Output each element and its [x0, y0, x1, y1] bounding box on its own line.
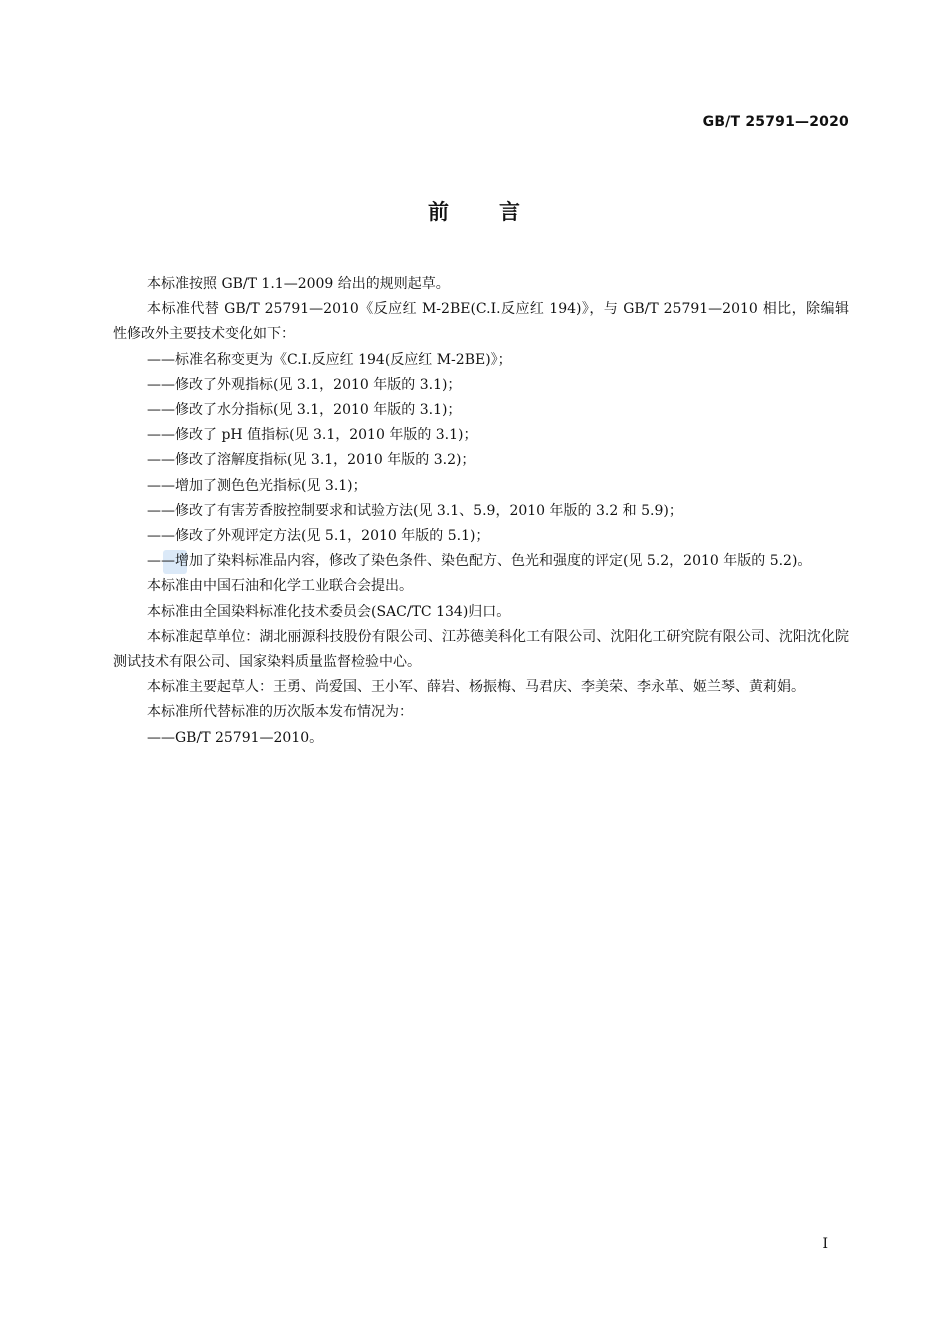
- change-item: ——修改了外观指标(见 3.1，2010 年版的 3.1)；: [147, 376, 462, 393]
- paragraph: 本标准代替 GB/T 25791—2010《反应红 M-2BE(C.I.反应红 194)》，与 GB/T 25791—2010 相比，除编辑性修改外主要技术变化如下：: [113, 301, 849, 343]
- change-item: ——修改了 pH 值指标(见 3.1，2010 年版的 3.1)；: [147, 427, 478, 444]
- page-title: [0, 196, 950, 226]
- paragraph: 本标准由全国染料标准化技术委员会(SAC/TC 134)归口。: [147, 603, 511, 620]
- change-item: ——修改了外观评定方法(见 5.1，2010 年版的 5.1)；: [147, 528, 490, 545]
- foreword-body: [113, 272, 849, 751]
- title-char-2: 言: [499, 200, 522, 224]
- change-item: ——标准名称变更为《C.I.反应红 194(反应红 M-2BE)》；: [147, 351, 512, 368]
- paragraph: 本标准起草单位：湖北丽源科技股份有限公司、江苏德美科化工有限公司、沈阳化工研究院有限公司、沈阳沈化院测试技术有限公司、国家染料质量监督检验中心。: [113, 628, 849, 671]
- title-char-1: 前: [428, 200, 451, 224]
- change-item: ——修改了水分指标(见 3.1，2010 年版的 3.1)；: [147, 402, 462, 419]
- change-item: ——增加了测色色光指标(见 3.1)；: [147, 477, 367, 494]
- paragraph: 本标准所代替标准的历次版本发布情况为：: [147, 704, 413, 721]
- page-number: I: [822, 1236, 828, 1252]
- history-item: ——GB/T 25791—2010。: [147, 729, 324, 746]
- change-item: ——修改了溶解度指标(见 3.1，2010 年版的 3.2)；: [147, 452, 476, 469]
- paragraph: 本标准由中国石油和化学工业联合会提出。: [147, 578, 413, 595]
- change-item: ——增加了染料标准品内容，修改了染色条件、染色配方、色光和强度的评定(见 5.2，2010 年版的 5.2)。: [147, 553, 812, 570]
- change-item: ——修改了有害芳香胺控制要求和试验方法(见 3.1、5.9，2010 年版的 3.2 和 5.9)；: [147, 502, 683, 519]
- paragraph: 本标准按照 GB/T 1.1—2009 给出的规则起草。: [147, 276, 450, 292]
- paragraph: 本标准主要起草人：王勇、尚爱国、王小军、薛岩、杨振梅、马君庆、李美荣、李永革、姬兰琴、黄莉娟。: [147, 679, 805, 696]
- standard-code: GB/T 25791—2020: [702, 114, 849, 130]
